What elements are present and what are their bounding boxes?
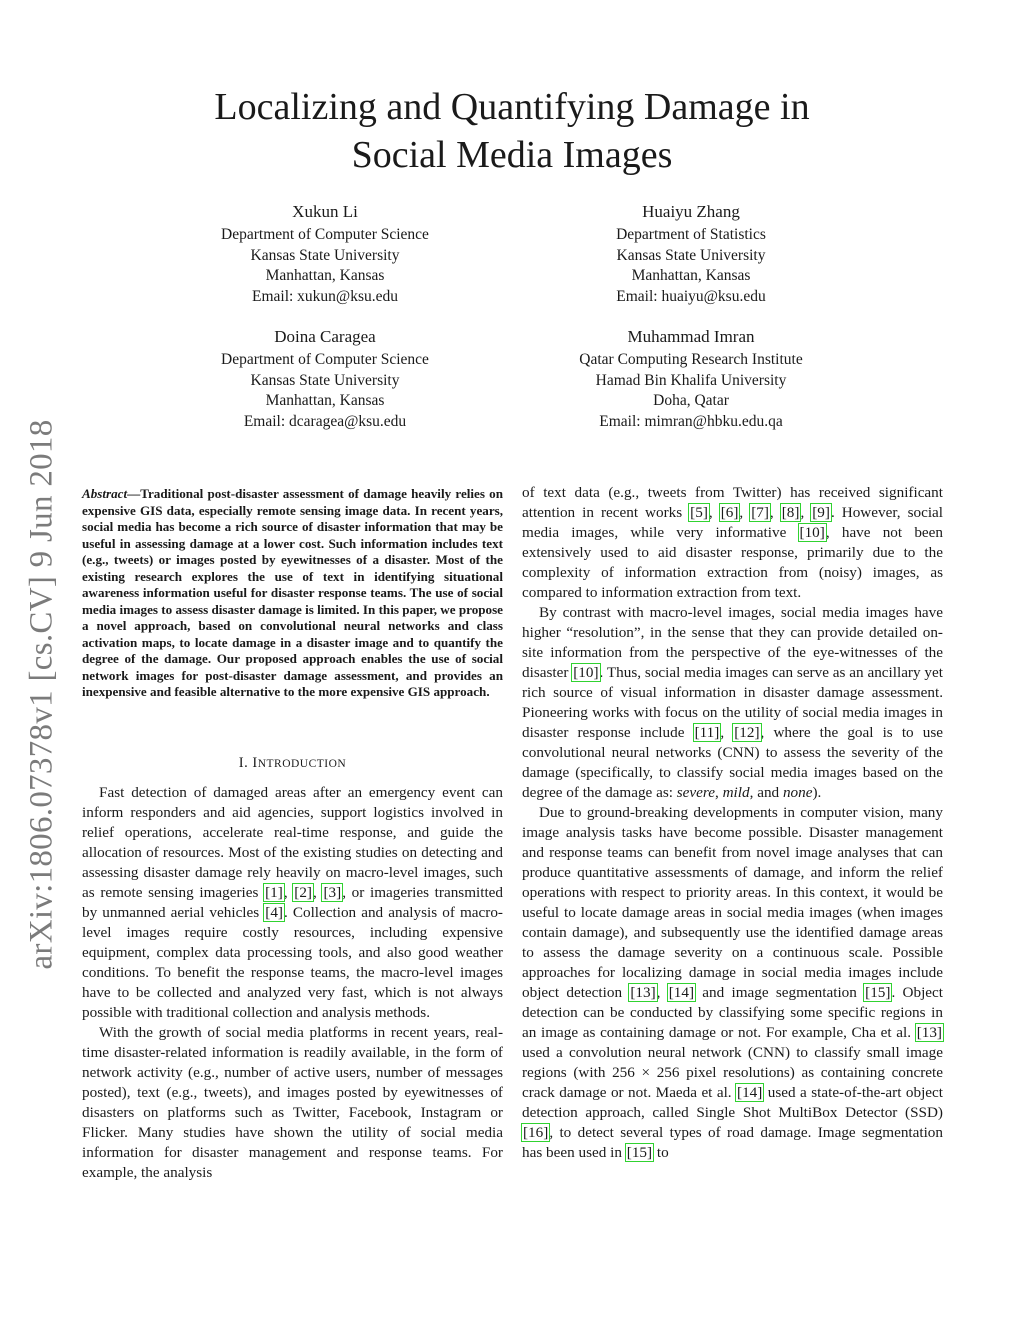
- paragraph: [522, 483, 943, 603]
- citation-link[interactable]: [12]: [734, 724, 760, 741]
- left-column: [82, 783, 503, 1183]
- author-email: Email: xukun@ksu.edu: [251, 287, 398, 305]
- text-run: Fast detection of damaged areas after an emergency event can inform responders and aid agencies, support logistics involved in relief operations, accelerate real-time response, and guide the allocation of resources. Most of the existing studies on detecting and assessing disaster damage rely heavily on macro-level images, such as remote sensing imageries: [82, 784, 503, 901]
- right-column: [522, 483, 943, 1163]
- abstract-text: Traditional post-disaster assessment of damage heavily relies on expensive GIS data, especially remote sensing image data. In recent years, social media has become a rich source of disaster information that may be useful in assessing damage at a lower cost. Such information includes text (e.g., tweets) or images posted by eyewitnesses of a disaster. Most of the existing research explores the use of text in identifying situational awareness information useful for disaster response teams. The use of social media images to assess disaster damage is limited. In this paper, we propose a novel approach, based on convolutional neural networks and class activation maps, to locate damage in a disaster image and to quantify the degree of the damage. Our proposed approach enables the use of social network images for post-disaster damage assessment, and provides an inexpensive and feasible alternative to the more expensive GIS approach.: [82, 486, 503, 699]
- author-email: Email: huaiyu@ksu.edu: [616, 287, 766, 305]
- citation-link[interactable]: [2]: [294, 884, 312, 901]
- text-run: ,: [708, 504, 720, 521]
- paper-title: [150, 83, 874, 179]
- author-block-1: [145, 200, 505, 307]
- text-run: ,: [739, 504, 751, 521]
- citation-link[interactable]: [15]: [626, 1144, 653, 1161]
- title-line-1: Localizing and Quantifying Damage in: [214, 86, 810, 128]
- author-univ: Hamad Bin Khalifa University: [595, 371, 787, 389]
- abstract-dash: —: [127, 486, 141, 501]
- author-univ: Kansas State University: [250, 371, 400, 389]
- citation-link[interactable]: [6]: [720, 504, 739, 521]
- text-run: ,: [656, 984, 668, 1001]
- section-title-rest: NTRODUCTION: [257, 758, 347, 770]
- author-dept: Department of Computer Science: [221, 351, 429, 368]
- paragraph: [522, 803, 943, 1163]
- text-run: . Object detection can be conducted by classifying some specific regions in an image as containing damage or not. For example, Cha et al.: [522, 984, 944, 1041]
- citation-link[interactable]: [10]: [799, 524, 825, 541]
- author-univ: Kansas State University: [250, 246, 400, 264]
- citation-link[interactable]: [9]: [812, 504, 830, 521]
- text-run: , where the goal is to use convolutional neural networks (CNN) to assess the severity of the damage (specifically, to classify social media images based on the degree of the damage as:: [522, 724, 943, 801]
- citation-link[interactable]: [13]: [630, 984, 656, 1001]
- author-email: Email: mimran@hbku.edu.qa: [599, 412, 783, 430]
- text-run: ,: [800, 504, 812, 521]
- author-city: Manhattan, Kansas: [265, 392, 385, 409]
- author-city: Manhattan, Kansas: [265, 267, 385, 284]
- text-run: , and: [749, 784, 783, 801]
- text-run: . Thus, social media images can serve as an ancillary yet rich source of visual information in disaster damage assessment. Pioneering works with focus on the utility of social media images in disaster response include: [522, 664, 943, 741]
- author-name: Xukun Li: [292, 202, 358, 221]
- text-run: , or imageries transmitted by unmanned aerial vehicles: [82, 884, 504, 921]
- text-run: , have not been extensively used to aid disaster response, primarily due to the complexity of information extraction from (noisy) images, as compared to information extraction from text.: [522, 524, 943, 601]
- citation-link[interactable]: [11]: [694, 724, 720, 741]
- section-heading: [82, 755, 503, 772]
- section-title-initial: I: [252, 755, 258, 771]
- citation-link[interactable]: [7]: [751, 504, 769, 521]
- citation-link[interactable]: [3]: [323, 884, 342, 901]
- author-email: Email: dcaragea@ksu.edu: [243, 412, 407, 430]
- citation-link[interactable]: [5]: [690, 504, 708, 521]
- citation-link[interactable]: [13]: [916, 1024, 942, 1041]
- author-name: Doina Caragea: [274, 327, 376, 346]
- text-run: By contrast with macro-level images, social media images have higher “resolution”, in the sense that they can provide detailed on-site information from the perspective of the eye-witnesses of the disaster: [522, 604, 943, 681]
- paragraph: [82, 783, 503, 1023]
- text-run: ).: [812, 784, 822, 801]
- text-run: to: [653, 1144, 669, 1161]
- author-dept: Department of Statistics: [616, 226, 766, 243]
- author-univ: Kansas State University: [616, 246, 766, 264]
- citation-link[interactable]: [4]: [265, 904, 283, 921]
- author-block-3: [145, 325, 505, 432]
- author-block-4: [511, 325, 871, 432]
- citation-link[interactable]: [14]: [737, 1084, 763, 1101]
- emphasis-text: mild: [722, 784, 750, 801]
- citation-link[interactable]: [8]: [781, 504, 800, 521]
- text-run: of text data (e.g., tweets from Twitter) has received significant attention in recent works: [522, 484, 943, 521]
- text-run: Due to ground-breaking developments in computer vision, many image analysis tasks have become possible. Disaster management and response teams can benefit from novel image analyses that can produce quantitative assessments of damage, and inform the relief operations with respect to priority areas. In this context, it would be useful to locate damage areas in social media images (when images contain damage), and subsequently use the identified damage areas to assess the damage severity on a continuous scale. Possible approaches for localizing damage in social media images include object detection: [522, 804, 943, 1001]
- text-run: and image segmentation: [695, 984, 865, 1001]
- text-run: . However, social media images, while very informative: [522, 504, 944, 541]
- text-run: ,: [283, 884, 294, 901]
- section-number: I.: [238, 755, 249, 771]
- text-run: used a convolution neural network (CNN) to classify small image regions (with 256 × 256 pixel resolutions) as containing concrete crack damage or not. Maeda et al.: [522, 1044, 943, 1101]
- section-title: [252, 755, 346, 771]
- citation-link[interactable]: [16]: [523, 1124, 549, 1141]
- text-run: ,: [715, 784, 723, 801]
- citation-link[interactable]: [10]: [573, 664, 599, 681]
- author-city: Doha, Qatar: [653, 392, 729, 409]
- author-city: Manhattan, Kansas: [631, 267, 751, 284]
- paragraph: With the growth of social media platforms in recent years, real-time disaster-related information is readily available, in the form of network activity (e.g., number of active users, number of messages posted), text (e.g., tweets), and images posted by eyewitnesses of disasters on platforms such as Twitter, Facebook, Instagram or Flicker. Many studies have shown the utility of social media information for disaster management and response teams. For example, the analysis: [82, 1024, 503, 1181]
- paragraph: [522, 603, 943, 803]
- author-block-2: [511, 200, 871, 307]
- author-dept: Qatar Computing Research Institute: [579, 351, 803, 368]
- text-run: ,: [313, 884, 323, 901]
- author-name: Huaiyu Zhang: [642, 202, 740, 221]
- text-run: ,: [769, 504, 781, 521]
- emphasis-text: severe: [676, 784, 715, 801]
- emphasis-text: none: [782, 784, 813, 801]
- abstract-label: Abstract: [82, 486, 128, 501]
- text-run: used a state-of-the-art object detection approach, called Single Shot MultiBox Detector (SSD): [522, 1084, 943, 1121]
- text-run: . Collection and analysis of macro-level images require costly resources, including expensive equipment, complex data processing tools, and also good weather conditions. To benefit the response teams, the macro-level images have to be collected and analyzed very fast, which is not always possible with traditional collection and analysis methods.: [82, 904, 503, 1021]
- title-line-2: Social Media Images: [351, 134, 673, 176]
- citation-link[interactable]: [1]: [265, 884, 283, 901]
- author-name: Muhammad Imran: [627, 327, 755, 346]
- citation-link[interactable]: [15]: [865, 984, 891, 1001]
- author-dept: Department of Computer Science: [221, 226, 429, 243]
- citation-link[interactable]: [14]: [668, 984, 695, 1001]
- abstract: [82, 486, 503, 701]
- text-run: , to detect several types of road damage. Image segmentation has been used in: [522, 1124, 943, 1161]
- text-run: ,: [720, 724, 734, 741]
- arxiv-stamp: arXiv:1806.07378v1 [cs.CV] 9 Jun 2018: [23, 419, 60, 970]
